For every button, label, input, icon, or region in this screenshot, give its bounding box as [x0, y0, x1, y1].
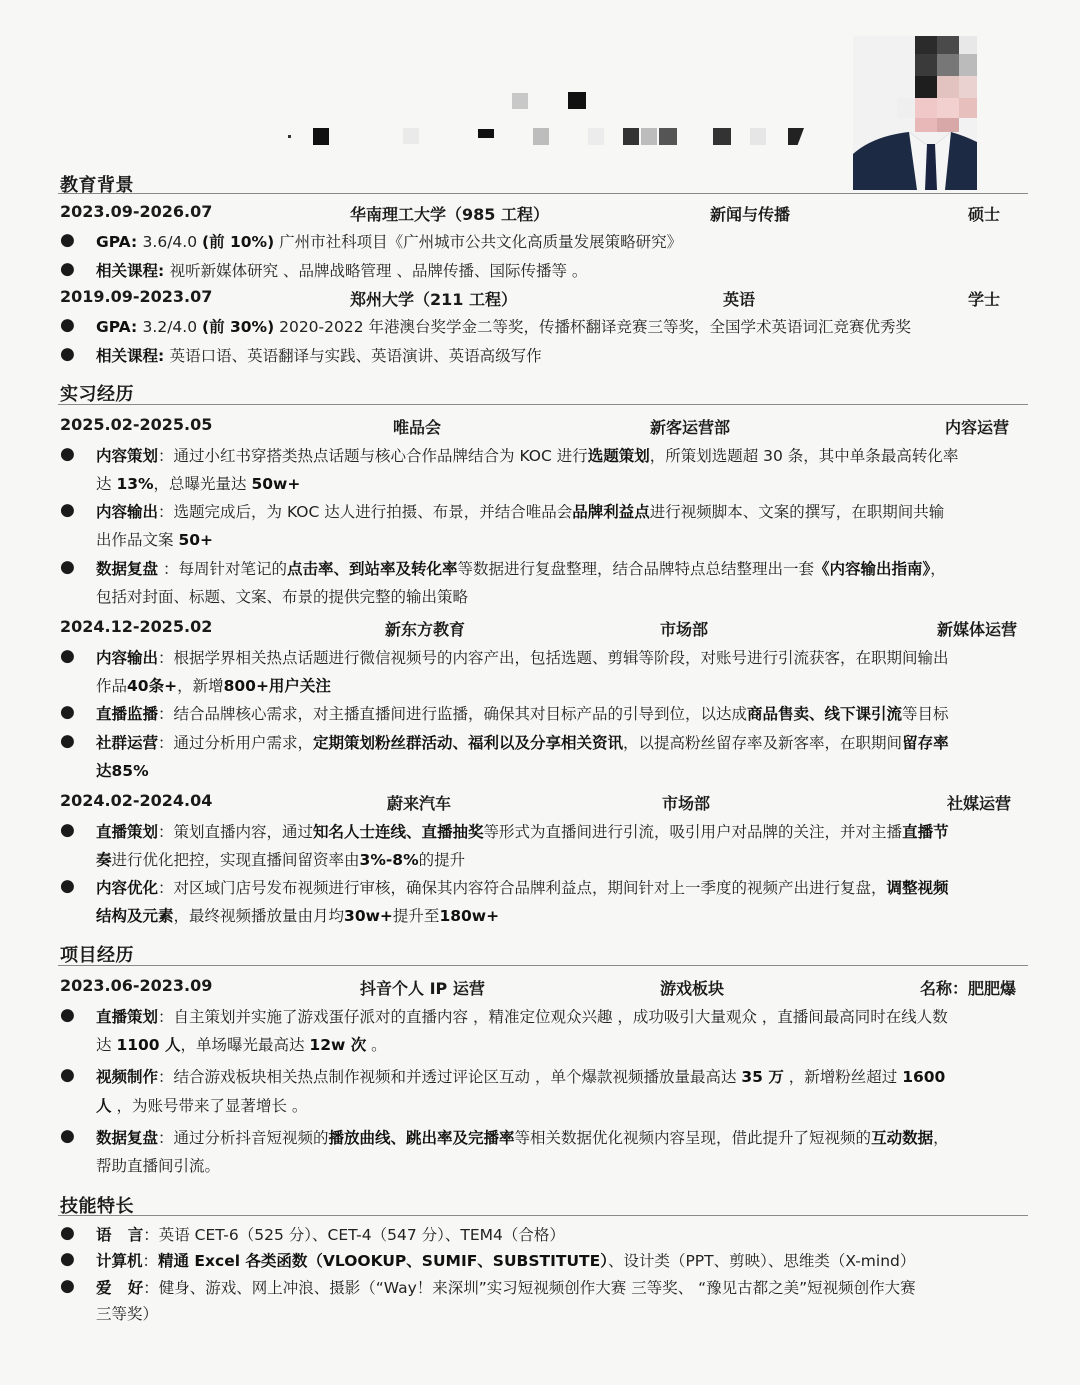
internship-line: 内容策划：通过小红书穿搭类热点话题与核心合作品牌结合为 KOC 进行选题策划，所策划选题超 30 条，其中单条最高转化率 — [96, 447, 959, 465]
entry-dept: 新客运营部 — [650, 418, 731, 437]
project-line: 数据复盘：通过分析抖音短视频的播放曲线、跳出率及完播率等相关数据优化视频内容呈现，借此提升了短视频的互动数据， — [96, 1129, 949, 1147]
section-divider — [58, 404, 1028, 405]
internship-line: 结构及元素，最终视频播放量由月均30w+提升至180w+ — [96, 907, 500, 925]
internship-line: 直播监播：结合品牌核心需求，对主播直播间进行监播，确保其对目标产品的引导到位，以达成商品售卖、线下课引流等目标 — [96, 705, 949, 723]
entry-org: 新东方教育 — [385, 620, 466, 639]
bullet: ● — [60, 1126, 75, 1146]
bullet: ● — [60, 1005, 75, 1025]
bullet: ● — [60, 557, 75, 577]
internship-line: 出作品文案 50+ — [96, 531, 213, 549]
internship-line: 数据复盘 ：每周针对笔记的点击率、到站率及转化率等数据进行复盘整理，结合品牌特点总结整理出一套《内容输出指南》， — [96, 560, 946, 578]
skill-hobby-line: 三等奖） — [96, 1305, 159, 1323]
entry-dept: 市场部 — [660, 620, 709, 639]
section-title-internship: 实习经历 — [60, 384, 134, 405]
project-line: 人 ，为账号带来了显著增长 。 — [96, 1097, 308, 1115]
bullet: ● — [60, 820, 75, 840]
education-entry-header — [60, 202, 1030, 228]
education-courses-line: 相关课程: 英语口语、英语翻译与实践、英语演讲、英语高级写作 — [96, 347, 542, 365]
entry-dates: 2023.09-2026.07 — [60, 202, 213, 221]
bullet: ● — [60, 1249, 75, 1269]
internship-line: 内容输出：根据学界相关热点话题进行微信视频号的内容产出，包括选题、剪辑等阶段，对账号进行引流获客，在职期间输出 — [96, 649, 949, 667]
entry-role: 新媒体运营 — [937, 620, 1018, 639]
section-divider — [58, 193, 1028, 194]
internship-line: 内容优化：对区域门店号发布视频进行审核，确保其内容符合品牌利益点，期间针对上一季度的视频产出进行复盘，调整视频 — [96, 879, 949, 897]
bullet: ● — [60, 1065, 75, 1085]
internship-entry-header — [60, 617, 1030, 643]
entry-school: 华南理工大学（985 工程） — [350, 205, 549, 224]
bullet: ● — [60, 1276, 75, 1296]
entry-major: 新闻与传播 — [710, 205, 791, 224]
education-courses-line: 相关课程: 视听新媒体研究 、品牌战略管理 、品牌传播、国际传播等 。 — [96, 262, 588, 280]
education-gpa-line: GPA: 3.6/4.0 (前 10%) 广州市社科项目《广州城市公共文化高质量发展策略研究》 — [96, 233, 683, 251]
profile-photo — [853, 36, 977, 190]
bullet: ● — [60, 646, 75, 666]
internship-line: 直播策划：策划直播内容，通过知名人士连线、直播抽奖等形式为直播间进行引流，吸引用户对品牌的关注，并对主播直播节 — [96, 823, 949, 841]
bullet: ● — [60, 315, 75, 335]
skill-computer-line: 计算机：精通 Excel 各类函数（VLOOKUP、SUMIF、SUBSTITUTE）、设计类（PPT、剪映）、思维类（X-mind） — [96, 1252, 916, 1270]
bullet: ● — [60, 230, 75, 250]
internship-entry-header — [60, 415, 1030, 441]
entry-degree: 学士 — [968, 290, 1001, 309]
bullet: ● — [60, 259, 75, 279]
bullet: ● — [60, 876, 75, 896]
bullet: ● — [60, 731, 75, 751]
entry-account-name: 名称：肥肥爆 — [920, 979, 1017, 998]
entry-dates: 2025.02-2025.05 — [60, 415, 213, 434]
internship-line: 达85% — [96, 762, 149, 780]
entry-role: 社媒运营 — [947, 794, 1012, 813]
internship-line: 内容输出：选题完成后，为 KOC 达人进行拍摄、布景，并结合唯品会品牌利益点进行视频脚本、文案的撰写，在职期间共输 — [96, 503, 945, 521]
bullet: ● — [60, 1223, 75, 1243]
entry-org: 蔚来汽车 — [387, 794, 452, 813]
entry-dates: 2023.06-2023.09 — [60, 976, 213, 995]
project-line: 视频制作：结合游戏板块相关热点制作视频和并透过评论区互动 ，单个爆款视频播放量最高达 35 万 ，新增粉丝超过 1600 — [96, 1068, 946, 1086]
project-line: 达 1100 人，单场曝光最高达 12w 次 。 — [96, 1036, 387, 1054]
entry-dept: 市场部 — [662, 794, 711, 813]
bullet: ● — [60, 702, 75, 722]
project-entry-header — [60, 976, 1030, 1002]
section-title-skills: 技能特长 — [60, 1196, 134, 1217]
entry-project-name: 抖音个人 IP 运营 — [360, 979, 485, 998]
entry-role: 内容运营 — [945, 418, 1010, 437]
section-divider — [58, 965, 1028, 966]
bullet: ● — [60, 500, 75, 520]
entry-area: 游戏板块 — [660, 979, 725, 998]
section-title-education: 教育背景 — [60, 175, 134, 196]
internship-line: 包括对封面、标题、文案、布景的提供完整的输出策略 — [96, 588, 469, 606]
entry-degree: 硕士 — [968, 205, 1001, 224]
section-title-project: 项目经历 — [60, 945, 134, 966]
internship-entry-header — [60, 791, 1030, 817]
section-divider — [58, 1215, 1028, 1216]
entry-major: 英语 — [723, 290, 756, 309]
entry-org: 唯品会 — [393, 418, 442, 437]
skill-language-line: 语 言：英语 CET-6（525 分）、CET-4（547 分）、TEM4（合格） — [96, 1226, 565, 1244]
bullet: ● — [60, 444, 75, 464]
project-line: 帮助直播间引流。 — [96, 1157, 221, 1175]
entry-school: 郑州大学（211 工程） — [350, 290, 517, 309]
project-line: 直播策划：自主策划并实施了游戏蛋仔派对的直播内容 ，精准定位观众兴趣 ，成功吸引大量观众 ，直播间最高同时在线人数 — [96, 1008, 948, 1026]
entry-dates: 2024.12-2025.02 — [60, 617, 213, 636]
entry-dates: 2019.09-2023.07 — [60, 287, 213, 306]
internship-line: 达 13%，总曝光量达 50w+ — [96, 475, 301, 493]
internship-line: 奏进行优化把控，实现直播间留资率由3%-8%的提升 — [96, 851, 466, 869]
internship-line: 作品40条+，新增800+用户关注 — [96, 677, 331, 695]
bullet: ● — [60, 344, 75, 364]
education-entry-header — [60, 287, 1030, 313]
entry-dates: 2024.02-2024.04 — [60, 791, 213, 810]
internship-line: 社群运营：通过分析用户需求，定期策划粉丝群活动、福利以及分享相关资讯，以提高粉丝留存率及新客率，在职期间留存率 — [96, 734, 949, 752]
skill-hobby-line: 爱 好：健身、游戏、网上冲浪、摄影（“Way！来深圳”实习短视频创作大赛 三等奖、 “豫见古都之美”短视频创作大赛 — [96, 1279, 916, 1297]
education-gpa-line: GPA: 3.2/4.0 (前 30%) 2020-2022 年港澳台奖学金二等奖，传播杯翻译竞赛三等奖，全国学术英语词汇竞赛优秀奖 — [96, 318, 912, 336]
